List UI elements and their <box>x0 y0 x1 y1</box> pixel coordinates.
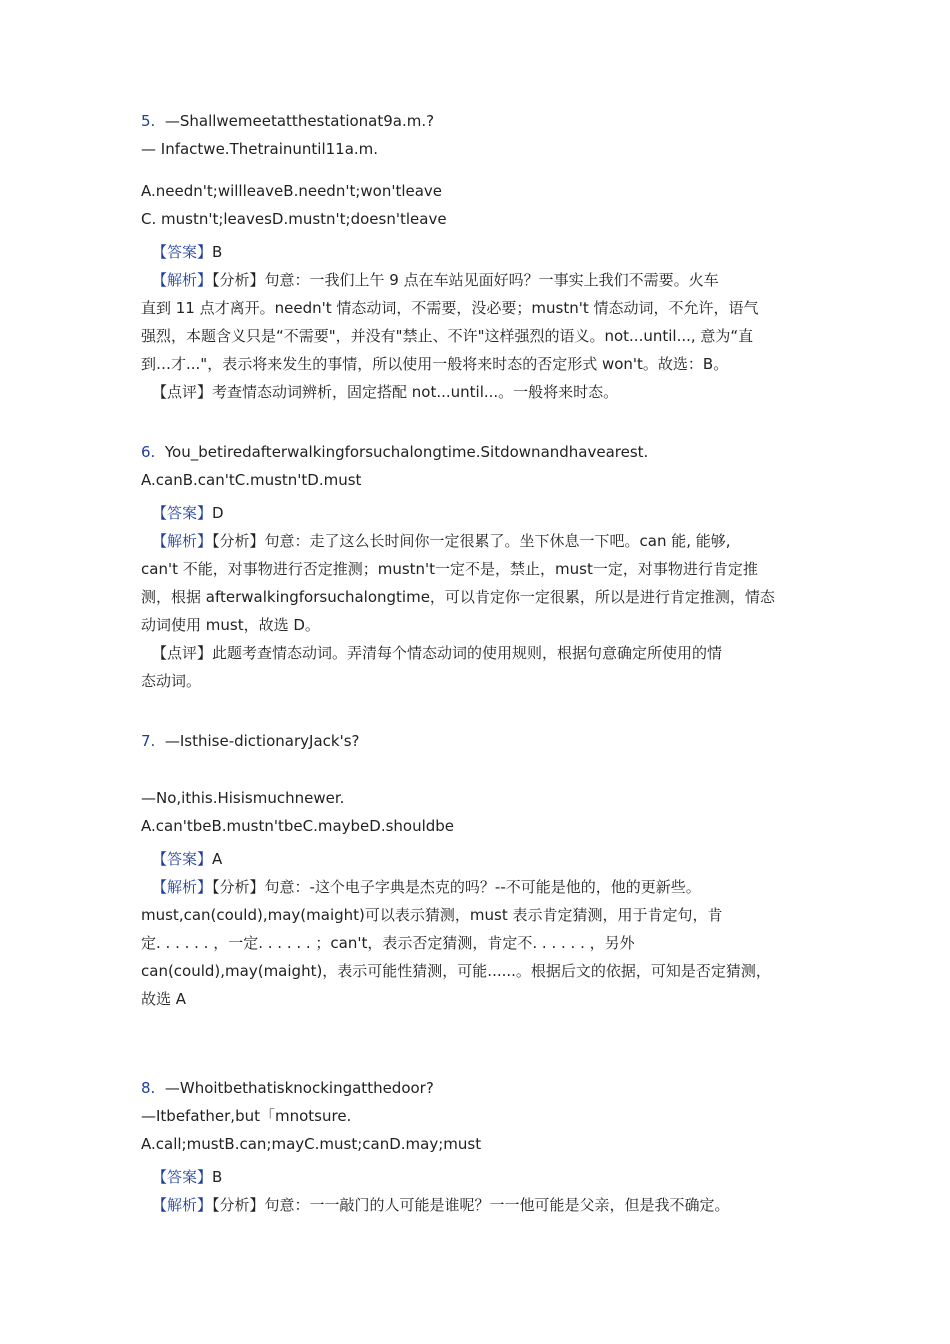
answer-tag: 【答案】 <box>152 243 213 261</box>
question-number: 8. <box>141 1079 156 1097</box>
analysis-text: 【分析】句意：走了这么长时间你一定很累了。坐下休息一下吧。can 能, 能够, <box>212 532 731 550</box>
analysis-text: 【分析】句意：-这个电子字典是杰克的吗？--不可能是他的，他的更新些。 <box>212 878 701 896</box>
answer-tag: 【答案】 <box>152 850 213 868</box>
question-6-options: A.canB.can'tC.mustn'tD.must <box>141 471 362 489</box>
question-6-answer <box>152 503 224 523</box>
analysis-line: must,can(could),may(maight)可以表示猜测，must 表示肯定猜测，用于肯定句，肯 <box>141 906 723 924</box>
question-8-stem <box>141 1078 434 1098</box>
question-6-stem <box>141 442 648 462</box>
answer-value: B <box>212 243 223 261</box>
answer-value: A <box>212 850 223 868</box>
answer-tag: 【答案】 <box>152 504 213 522</box>
analysis-text: 【分析】句意：一我们上午 9 点在车站见面好吗？一事实上我们不需要。火车 <box>212 271 719 289</box>
comment-line: 态动词。 <box>141 672 202 690</box>
question-5-answer <box>152 242 222 262</box>
analysis-line: 定. . . . . . ，一定. . . . . . ；can't，表示否定猜测，肯定不. . . . . . ，另外 <box>141 934 635 952</box>
question-5-stem <box>141 111 434 131</box>
analysis-line: can't 不能，对事物进行否定推测；mustn't一定不是，禁止，must一定，对事物进行肯定推 <box>141 560 758 578</box>
question-number: 6. <box>141 443 156 461</box>
question-5-option-line: C. mustn't;leavesD.mustn't;doesn'tleave <box>141 210 447 228</box>
question-5-analysis-first <box>152 270 719 290</box>
analysis-line: 到…才..."，表示将来发生的事情，所以使用一般将来时态的否定形式 won't。故选：B。 <box>141 355 729 373</box>
answer-value: B <box>212 1168 223 1186</box>
analysis-line: can(could),may(maight)，表示可能性猜测，可能......。根据后文的依据，可知是否定猜测， <box>141 962 771 980</box>
question-number: 5. <box>141 112 156 130</box>
question-text: —Shallwemeetatthestationat9a.m.? <box>164 112 435 130</box>
question-5-comment: 【点评】考查情态动词辨析，固定搭配 not...until...。一般将来时态。 <box>152 383 619 401</box>
analysis-line: 动词使用 must，故选 D。 <box>141 616 320 634</box>
analysis-tag: 【解析】 <box>152 1196 213 1214</box>
analysis-tag: 【解析】 <box>152 878 213 896</box>
analysis-tag: 【解析】 <box>152 532 213 550</box>
question-5-reply: — Infactwe.Thetrainuntil11a.m. <box>141 140 379 158</box>
analysis-line: 强烈，本题含义只是“不需要"，并没有"禁止、不许"这样强烈的语义。not...until..., 意为“直 <box>141 327 754 345</box>
question-7-options: A.can'tbeB.mustn'tbeC.maybeD.shouldbe <box>141 817 455 835</box>
analysis-line: 故选 A <box>141 990 187 1008</box>
question-7-analysis-first <box>152 877 701 897</box>
question-7-reply: —No,ithis.Hisismuchnewer. <box>141 789 345 807</box>
question-text: —Whoitbethatisknockingatthedoor? <box>164 1079 434 1097</box>
question-8-reply: —Itbefather,but「mnotsure. <box>141 1107 352 1125</box>
question-number: 7. <box>141 732 156 750</box>
analysis-tag: 【解析】 <box>152 271 213 289</box>
answer-value: D <box>212 504 224 522</box>
question-8-options: A.call;mustB.can;mayC.must;canD.may;must <box>141 1135 482 1153</box>
question-text: You_betiredafterwalkingforsuchalongtime.Sitdownandhavearest. <box>164 443 649 461</box>
analysis-text: 【分析】句意：一一敲门的人可能是谁呢？一一他可能是父亲，但是我不确定。 <box>212 1196 730 1214</box>
answer-tag: 【答案】 <box>152 1168 213 1186</box>
question-6-comment: 【点评】此题考查情态动词。弄清每个情态动词的使用规则，根据句意确定所使用的情 <box>152 644 723 662</box>
question-7-stem <box>141 731 359 751</box>
analysis-line: 直到 11 点才离开。needn't 情态动词，不需要，没必要；mustn't 情态动词，不允许，语气 <box>141 299 759 317</box>
question-text: —Isthise-dictionaryJack's? <box>164 732 360 750</box>
question-7-answer <box>152 849 222 869</box>
question-5-option-line: A.needn't;willleaveB.needn't;won'tleave <box>141 182 443 200</box>
analysis-line: 测，根据 afterwalkingforsuchalongtime，可以肯定你一定很累，所以是进行肯定推测，情态 <box>141 588 775 606</box>
question-8-analysis-first <box>152 1195 730 1215</box>
question-8-answer <box>152 1167 222 1187</box>
question-6-analysis-first <box>152 531 731 551</box>
